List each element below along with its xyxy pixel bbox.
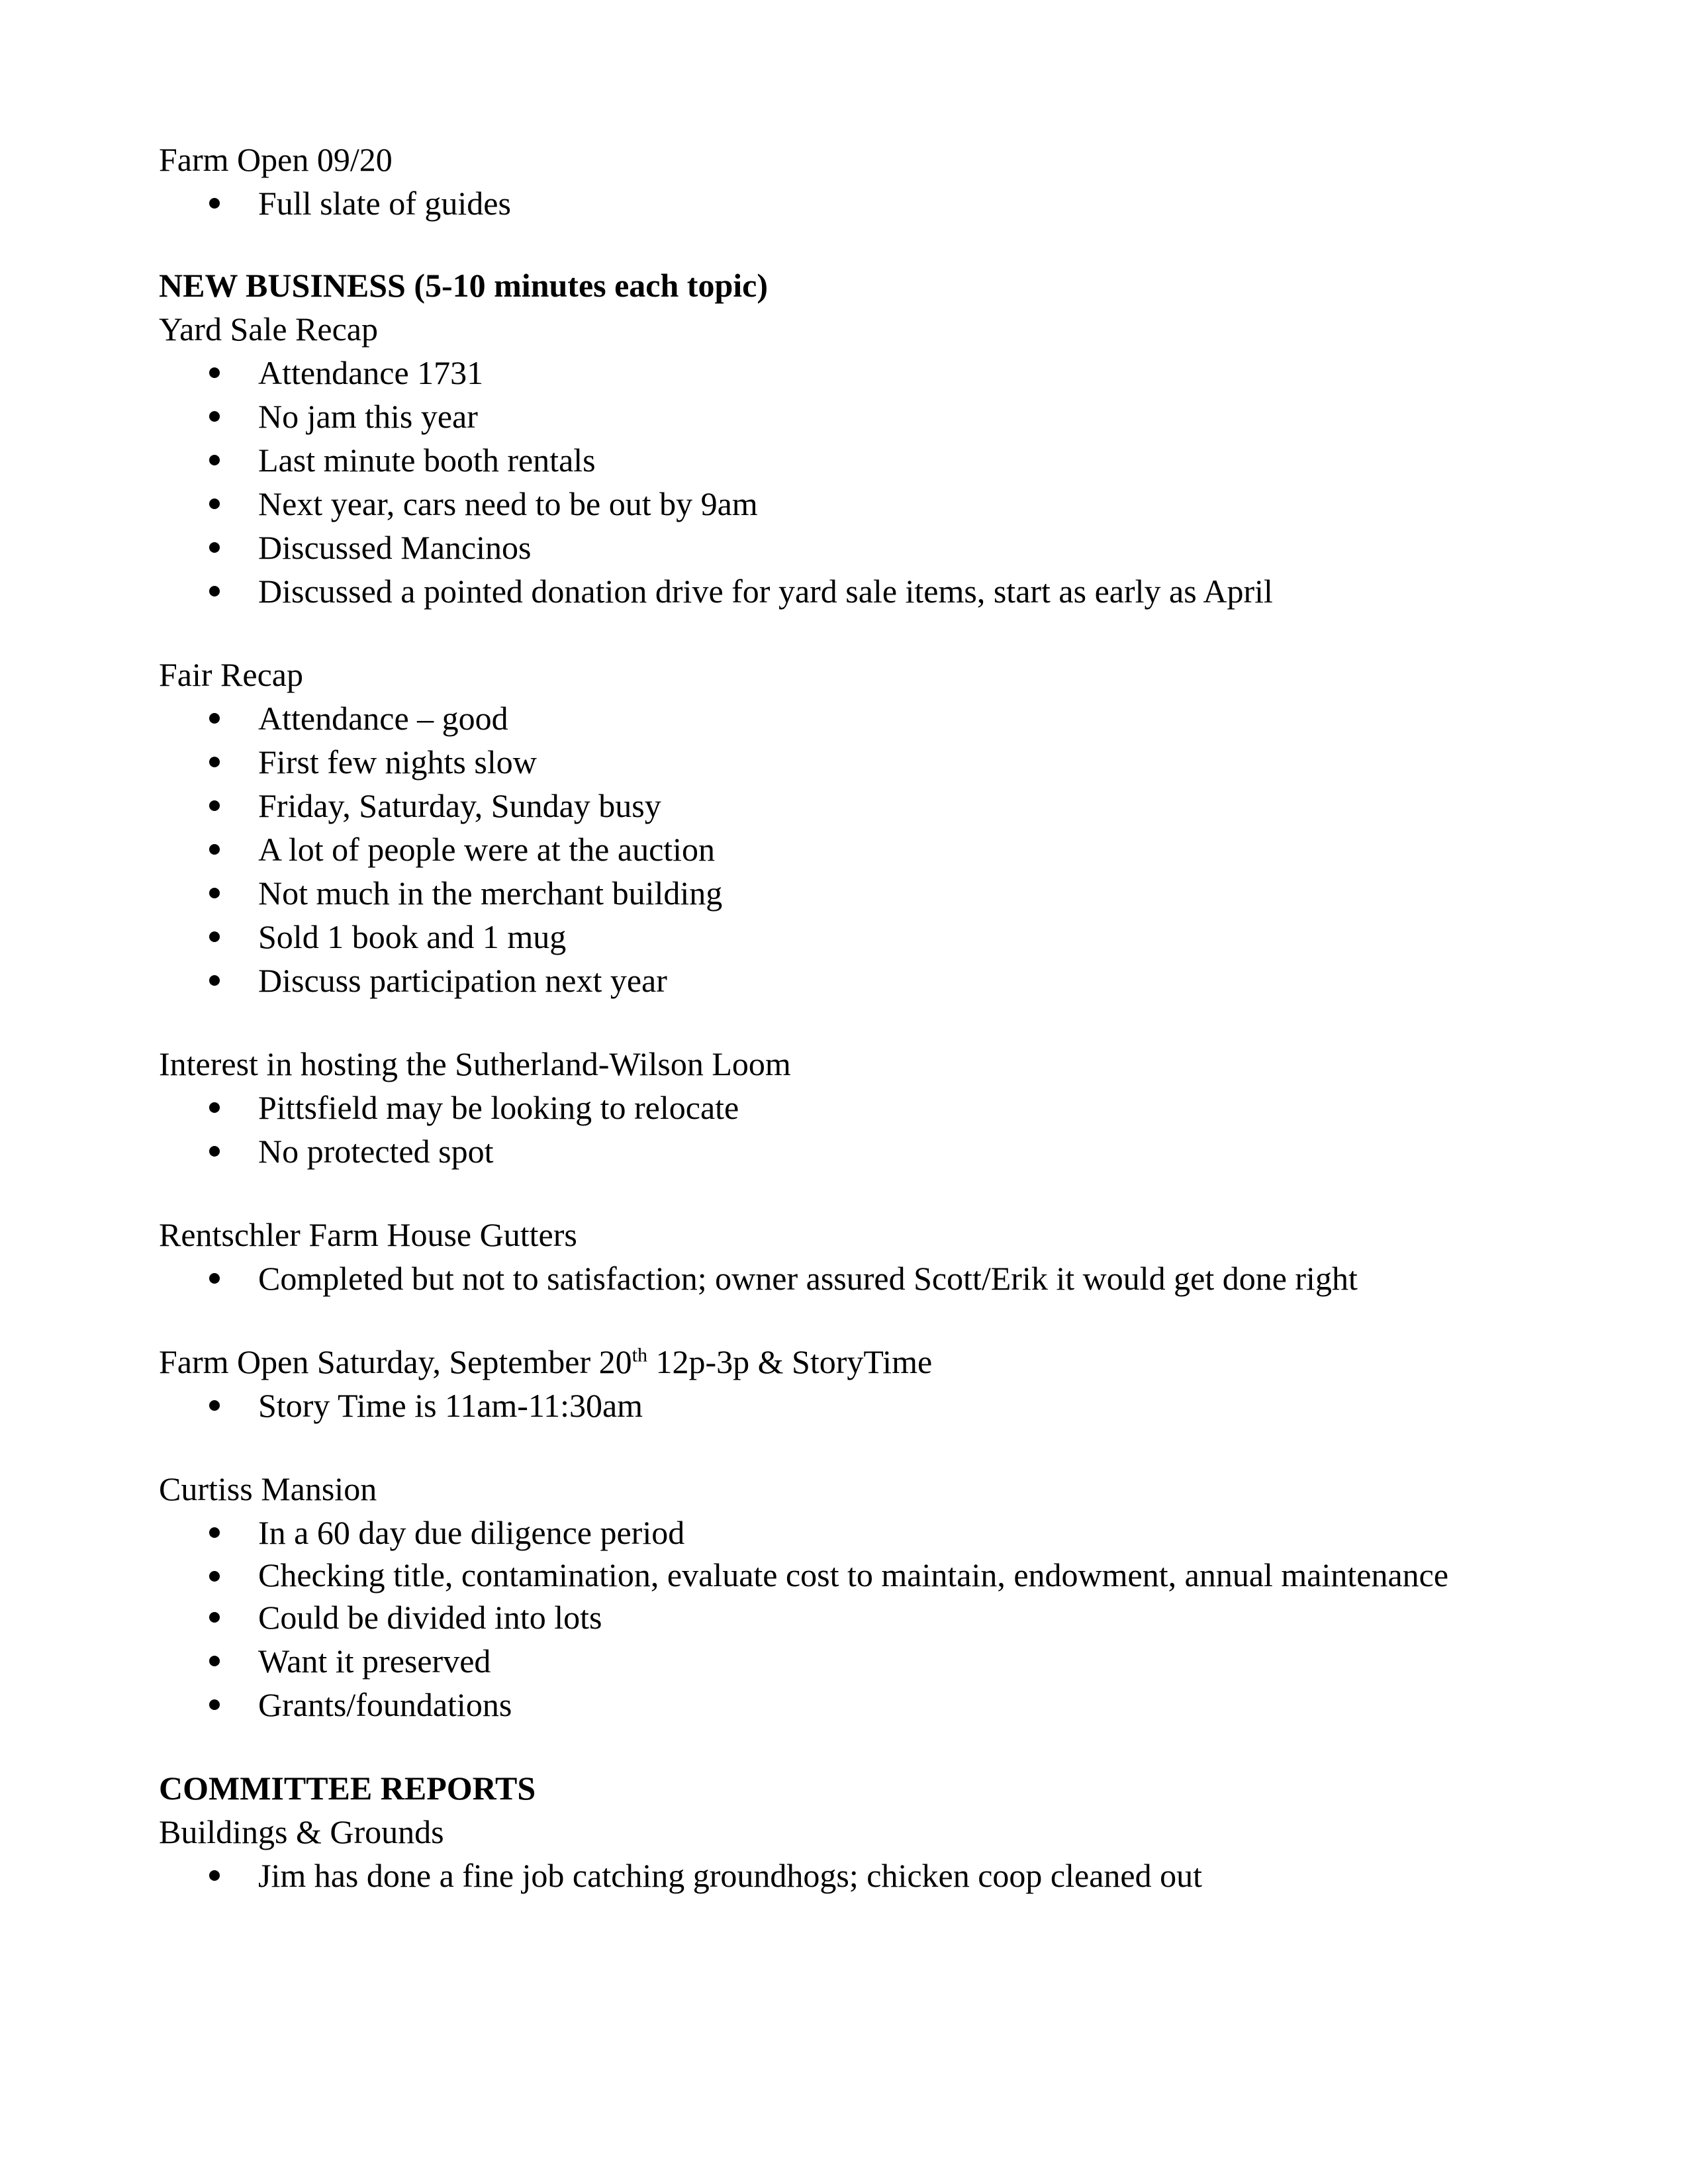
list-item: Completed but not to satisfaction; owner assured Scott/Erik it would get done right (159, 1257, 1536, 1300)
section-title-buildings: Buildings & Grounds (159, 1813, 444, 1850)
loom-list (159, 1086, 1536, 1173)
buildings-list (159, 1854, 1536, 1897)
section-title-fair: Fair Recap (159, 656, 303, 693)
bullet-icon (209, 975, 220, 986)
list-item: No protected spot (159, 1129, 1536, 1173)
bullet-icon (209, 1102, 220, 1113)
list-item: First few nights slow (159, 740, 1536, 784)
bullet-icon (209, 586, 220, 596)
list-item: Last minute booth rentals (159, 438, 1536, 482)
list-item: Want it preserved (159, 1639, 1536, 1683)
bullet-icon (209, 1656, 220, 1666)
section-title-loom: Interest in hosting the Sutherland-Wilson Loom (159, 1045, 791, 1082)
bullet-icon (209, 1527, 220, 1538)
list-item: Discuss participation next year (159, 959, 1536, 1002)
bullet-icon (209, 931, 220, 942)
section-title-farm-open: Farm Open 09/20 (159, 141, 393, 178)
list-item: Attendance 1731 (159, 351, 1536, 395)
bullet-icon (209, 1273, 220, 1284)
bullet-icon (209, 1870, 220, 1881)
section-title-farm-open-storytime: Farm Open Saturday, September 20th 12p-3p & StoryTime (159, 1343, 933, 1380)
list-item: Checking title, contamination, evaluate cost to maintain, endowment, annual maintenance (159, 1554, 1536, 1595)
bullet-icon (209, 1699, 220, 1710)
bullet-icon (209, 542, 220, 553)
bullet-icon (209, 800, 220, 811)
list-item: Friday, Saturday, Sunday busy (159, 784, 1536, 828)
list-item: Discussed a pointed donation drive for yard sale items, start as early as April (159, 569, 1536, 613)
list-item: Attendance – good (159, 696, 1536, 740)
bullet-icon (209, 1400, 220, 1411)
list-item: Grants/foundations (159, 1683, 1536, 1727)
heading-new-business: NEW BUSINESS (5-10 minutes each topic) (159, 267, 768, 304)
section-title-curtiss: Curtiss Mansion (159, 1470, 377, 1507)
bullet-icon (209, 455, 220, 465)
list-item: Pittsfield may be looking to relocate (159, 1086, 1536, 1129)
bullet-icon (209, 713, 220, 724)
list-item: A lot of people were at the auction (159, 828, 1536, 871)
bullet-icon (209, 888, 220, 898)
list-item: Could be divided into lots (159, 1595, 1536, 1639)
storytime-list (159, 1384, 1536, 1427)
list-item: Next year, cars need to be out by 9am (159, 482, 1536, 526)
list-item: No jam this year (159, 395, 1536, 438)
bullet-icon (209, 411, 220, 422)
list-item: Story Time is 11am-11:30am (159, 1384, 1536, 1427)
bullet-icon (209, 1612, 220, 1623)
list-item: Sold 1 book and 1 mug (159, 915, 1536, 959)
section-title-yard-sale: Yard Sale Recap (159, 310, 378, 348)
list-item: Jim has done a fine job catching groundhogs; chicken coop cleaned out (159, 1854, 1536, 1897)
document-page (159, 138, 1536, 1897)
fair-list (159, 696, 1536, 1002)
bullet-icon (209, 844, 220, 855)
farm-open-list (159, 181, 1536, 225)
bullet-icon (209, 1146, 220, 1157)
list-item: Discussed Mancinos (159, 526, 1536, 569)
bullet-icon (209, 1571, 220, 1582)
bullet-icon (209, 367, 220, 378)
bullet-icon (209, 499, 220, 509)
bullet-icon (209, 198, 220, 209)
yard-sale-list (159, 351, 1536, 613)
curtiss-list (159, 1511, 1536, 1727)
list-item: Full slate of guides (159, 181, 1536, 225)
heading-committee-reports: COMMITTEE REPORTS (159, 1770, 536, 1807)
gutters-list (159, 1257, 1536, 1300)
bullet-icon (209, 757, 220, 767)
list-item: Not much in the merchant building (159, 871, 1536, 915)
list-item: In a 60 day due diligence period (159, 1511, 1536, 1554)
section-title-gutters: Rentschler Farm House Gutters (159, 1216, 577, 1253)
